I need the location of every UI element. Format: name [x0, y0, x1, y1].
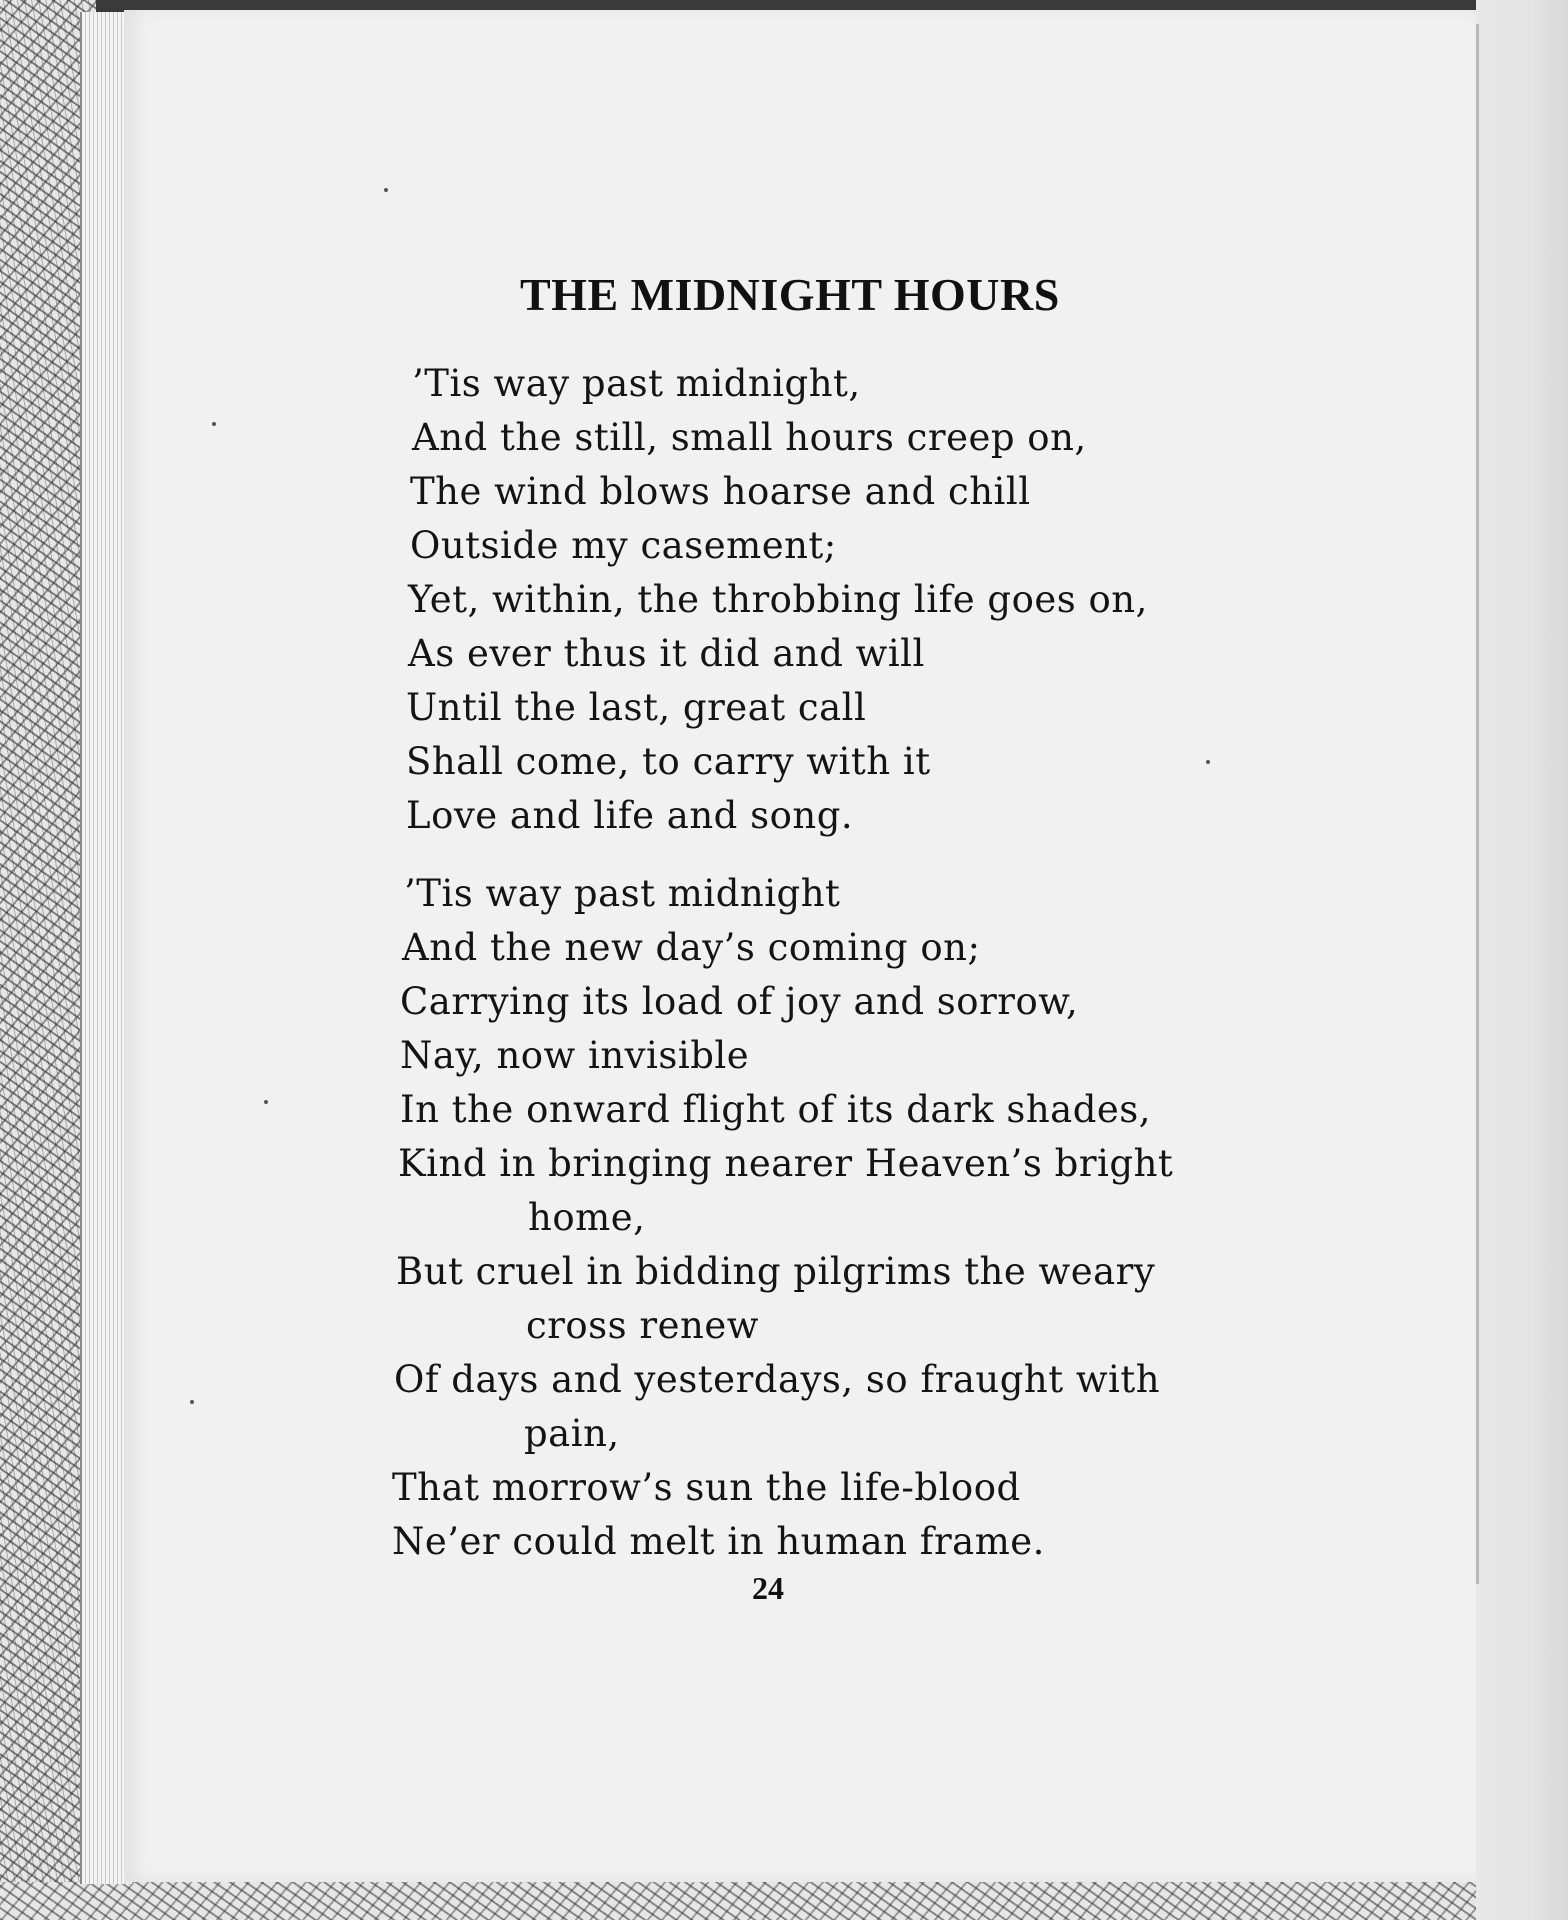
poem-line: cross renew: [526, 1304, 759, 1347]
poem-line: And the still, small hours creep on,: [412, 416, 1087, 459]
poem-line: And the new day’s coming on;: [402, 926, 981, 969]
marbled-endpaper-bottom: [0, 1882, 1568, 1920]
paper-speck: [384, 188, 388, 192]
poem-line: Of days and yesterdays, so fraught with: [394, 1358, 1161, 1401]
page-number: 24: [752, 1570, 784, 1606]
poem-line: But cruel in bidding pilgrims the weary: [396, 1250, 1156, 1293]
poem-line: As ever thus it did and will: [408, 632, 925, 675]
poem-title: THE MIDNIGHT HOURS: [520, 269, 1060, 320]
poem-line: home,: [528, 1196, 646, 1239]
poem-line: The wind blows hoarse and chill: [410, 470, 1031, 513]
paper-speck: [212, 422, 216, 426]
paper-speck: [264, 1100, 268, 1104]
poem-line: In the onward flight of its dark shades,: [400, 1088, 1152, 1131]
gutter-line: [1476, 24, 1479, 1584]
poem-line: Outside my casement;: [410, 524, 837, 567]
poem-line: Until the last, great call: [406, 686, 867, 729]
paper-speck: [190, 1400, 194, 1404]
poem-line: Yet, within, the throbbing life goes on,: [408, 578, 1148, 621]
poem-line: That morrow’s sun the life-blood: [392, 1466, 1021, 1509]
poem-line: Ne’er could melt in human frame.: [392, 1520, 1045, 1563]
poem-line: Shall come, to carry with it: [406, 740, 931, 783]
poem-line: ’Tis way past midnight,: [412, 362, 861, 405]
binding-gutter: [1476, 0, 1568, 1920]
poem-line: Nay, now invisible: [400, 1034, 750, 1077]
poem-line: ’Tis way past midnight: [404, 872, 841, 915]
poem-line: Love and life and song.: [406, 794, 854, 837]
poem-line: pain,: [524, 1412, 620, 1455]
poem-line: Carrying its load of joy and sorrow,: [400, 980, 1079, 1023]
paper-speck: [1206, 760, 1210, 764]
poem-line: Kind in bringing nearer Heaven’s bright: [398, 1142, 1174, 1185]
